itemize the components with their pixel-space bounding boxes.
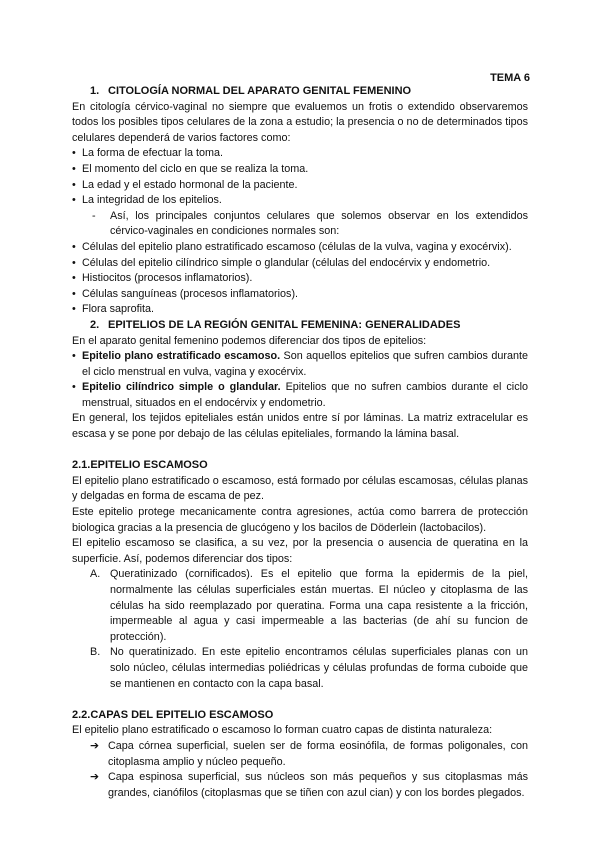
section-1-number: 1. [90,85,100,97]
list-item: • Células sanguíneas (procesos inflamatorios). [72,287,528,303]
epithelium-1-name: Epitelio plano estratificado escamoso. [82,350,281,363]
section-2-1-heading: 2.1.EPITELIO ESCAMOSO [72,459,208,472]
list-marker: B. [90,646,101,659]
list-item: • Células del epitelio plano estratificado escamoso (células de la vulva, vagina y exocérvix). [72,240,528,256]
factor-list [72,146,528,208]
section-2-2-heading: 2.2.CAPAS DEL EPITELIO ESCAMOSO [72,708,274,721]
list-item [72,770,528,801]
general-paragraph: En general, los tejidos epiteliales están unidos entre sí por láminas. La matriz extracelular es escasa y se pone por debajo de las células epiteliales, formando la lámina basal. [72,412,528,441]
list-item-text: No queratinizado. En este epitelio encontramos células superficiales planas con un solo núcleo, células intermedias poliédricas y células profundas de forma cuboide que se mantienen en contacto con la capa basal. [110,646,528,690]
paragraph: El epitelio plano estratificado o escamoso, está formado por células escamosas, células planas y delgadas en forma de escama de pez. [72,474,528,503]
paragraph: Este epitelio protege mecanicamente contra agresiones, actúa como barrera de protección biologica gracias a la presencia de glucógeno y los bacilos de Döderlein (lactobacilos). [72,506,528,534]
list-item [72,349,528,380]
epithelium-list [72,349,528,411]
list-item: • La integridad de los epitelios. [72,193,528,209]
list-item [72,739,528,770]
list-item: • Células del epitelio cilíndrico simple o glandular (células del endocérvix y endometrio. [72,256,528,272]
section-1-intro: En citología cérvico-vaginal no siempre que evaluemos un frotis o extendido observaremos todos los posibles tipos celulares de la zona a estudio; la presencia o no de determinados tipos celulares dependerá de varios factores como: [72,100,528,144]
list-item: • Histiocitos (procesos inflamatorios). [72,271,528,287]
cell-list [72,240,528,318]
layer-list [72,739,528,801]
paragraph: El epitelio escamoso se clasifica, a su vez, por la presencia o ausencia de queratina en la superficie. Así, podemos diferenciar dos tipos: [72,537,528,565]
epithelium-2-name: Epitelio cilíndrico simple o glandular. [82,381,281,394]
list-item: • Flora saprofita. [72,302,528,318]
section-2-title: EPITELIOS DE LA REGIÓN GENITAL FEMENINA: GENERALIDADES [108,318,461,331]
dash-item: - Así, los principales conjuntos celulares que solemos observar en los extendidos cérvico-vaginales en condiciones normales son: [72,209,528,240]
section-2-number: 2. [90,318,100,331]
section-1-title: CITOLOGÍA NORMAL DEL APARATO GENITAL FEMENINO [108,85,412,97]
list-item-text: Capa córnea superficial, suelen ser de forma eosinófila, de formas poligonales, con citoplasma amplio y núcleo pequeño. [108,739,528,768]
arrow-icon: ➔ [90,771,100,784]
section-1-heading [72,84,528,100]
list-item: • El momento del ciclo en que se realiza la toma. [72,162,528,178]
list-item [72,380,528,411]
epithelium-2-desc: Epitelios que no sufren cambios durante el ciclo menstrual, situados en el endocérvix y endometrio. [82,381,529,409]
list-item-text: Queratinizado (cornificados). Es el epitelio que forma la epidermis de la piel, normalmente las células superficiales están muertas. El núcleo y citoplasma de las células ha sido reemplazado por queratina. Forma una capa resistente a la fricción, impermeable al agua y casi impermeable a las bacterias (de ahí su funcion de protección). [110,568,528,643]
list-marker: A. [90,568,101,581]
section-2-intro: En el aparato genital femenino podemos diferenciar dos tipos de epitelios: [72,334,427,347]
section-2-heading [72,318,528,334]
epithelium-1-desc: Son aquellos epitelios que sufren cambios durante el ciclo menstrual en vulva, vagina y exocérvix. [82,350,528,378]
topic-label: TEMA 6 [490,72,530,84]
section-2-2-intro: El epitelio plano estratificado o escamoso lo forman cuatro capas de distinta naturaleza: [72,724,493,737]
epithelium-type-list [72,567,528,692]
arrow-icon: ➔ [90,739,100,752]
list-item: • La edad y el estado hormonal de la paciente. [72,178,528,194]
list-item: • La forma de efectuar la toma. [72,146,528,162]
list-item-text: Capa espinosa superficial, sus núcleos son más pequeños y sus citoplasmas más grandes, cianófilos (citoplasmas que se tiñen con azul cian) y con los bordes plegados. [108,771,528,799]
list-item [72,567,528,645]
list-item [72,645,528,692]
